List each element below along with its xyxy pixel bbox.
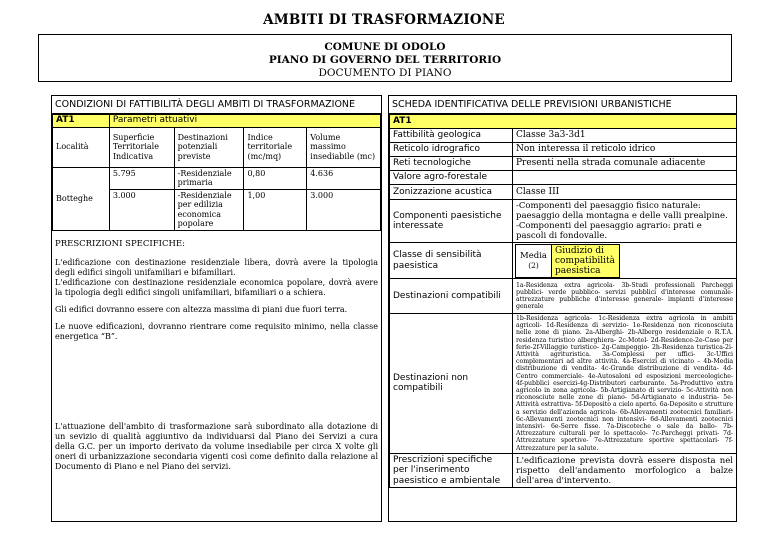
compatibili-value: 1a-Residenza extra agricola- 3b-Studi professionali Parcheggi pubblici- verde pubblico- servizi pubblici d'interesse comunale- attrezzature pubbliche d'interesse generale- impianti d'interesse generale <box>513 279 737 314</box>
page-title: AMBITI DI TRASFORMAZIONE <box>263 12 505 28</box>
parameters-label: Parametri attuativi <box>109 115 380 128</box>
row2-destinazione: -Residenziale per edilizia economica popolare <box>174 189 244 230</box>
urban-plan-panel <box>388 95 737 522</box>
sensibilita-giudizio: Giudizio di compatibilità paesistica <box>552 244 620 277</box>
componenti-value: -Componenti del paesaggio fisico naturale: paesaggio della montagna e delle valli prealpine. -Componenti del paesaggio agrario: prati e pascoli di fondovalle. <box>513 200 737 243</box>
schedule-code: AT1 <box>390 115 737 129</box>
feasibility-panel-title: CONDIZIONI DI FATTIBILITÀ DEGLI AMBITI DI TRASFORMAZIONE <box>52 96 381 114</box>
row1-volume: 4.636 <box>307 167 381 189</box>
prescription-5: L'attuazione dell'ambito di trasformazione sarà subordinato alla dotazione di un sevizio di qualità aggiuntivo da individuarsi dal Piano dei Servizi a cura della G.C. per un importo derivato da volume insediabile per circa X volte gli oneri di urbanizzazione secondaria vigenti così come definito dalla relazione al Documento di Piano e nel Piano dei servizi. <box>55 421 378 471</box>
area-code: AT1 <box>53 115 110 128</box>
non-compatibili-value: 1b-Residenza agricola- 1c-Residenza extra agricola in ambiti agricoli- 1d-Residenza di servizio- 1e-Residenza non riconosciuta nelle zone di piano. 2a-Alberghi- 2b-Albergo residenziale o R.T.A. residenza turistico alberghiera- 2c-Motel- 2d-Residence-2e-Case per ferie-2f-Villaggio turistico- 2g-Campeggio- 2h-Residenza turistica-2i-Attività agrituristica. 3a-Complessi per uffici- 3c-Uffici complementari ad altre attività. 4a-Esercizi di vicinato – 4b-Media distribuzione di vendita- 4c-Grande distribuzione di vendita- 4d-Centro commerciale- 4e-Autosaloni ed esposizioni merceologiche- 4f-pubblici esercizi-4g-Distributori carburante. 5a-Produttivo extra agricolo in zona agricola- 5b-Artigianato di servizio- 5c-Attività non riconosciute nelle zone di piano- 5d-Artigianato e industria- 5e-Attività estrattiva- 5f-Deposito a cielo aperto. 6a-Deposito e strutture a servizio dell'azienda agricola- 6b-Allevamenti zootecnici familiari- 6c-Allevamenti zootecnici non intensivi- 6d-Allevamenti zootecnici intensivi- 6e-Serre fisse. 7a-Discoteche o sale da ballo- 7b-Attrezzature culturali per lo spettacolo- 7c-Parcheggi privati- 7d-Attrezzature sportive- 7e-Attrezzature sportive spettacolari- 7f-Attrezzature per la salute. <box>513 314 737 454</box>
prescription-3: Gli edifici dovranno essere con altezza massima di piani due fuori terra. <box>55 304 348 314</box>
reti-value: Presenti nella strada comunale adiacente <box>513 157 737 171</box>
col-volume: Volume massimo insediabile (mc) <box>307 127 381 167</box>
row1-superficie: 5.795 <box>109 167 174 189</box>
prescription-2: L'edificazione con destinazione residenziale economica popolare, dovrà avere la tipologia degli edifici singoli unifamiliari, bifamiliari o a schiera. <box>55 277 378 297</box>
fattibilita-label: Fattibilità geologica <box>390 129 513 143</box>
col-localita: Località <box>53 127 110 167</box>
row2-superficie: 3.000 <box>109 189 174 230</box>
parameters-table <box>52 114 381 231</box>
sensibilita-media-num: (2) <box>528 260 539 270</box>
feasibility-panel <box>51 95 382 522</box>
schedule-table <box>389 114 737 488</box>
prescription-1: L'edificazione con destinazione residenziale libera, dovrà avere la tipologia degli edifici singoli unifamiliari e bifamiliari. <box>55 257 378 277</box>
prescrizioni-label: Prescrizioni specifiche per l'inserimento paesistico e ambientale <box>390 453 513 488</box>
sensibilita-cell <box>513 243 737 279</box>
valore-label: Valore agro-forestale <box>390 171 513 185</box>
fattibilita-value: Classe 3a3-3d1 <box>513 129 737 143</box>
document-header <box>38 34 732 82</box>
header-documento: DOCUMENTO DI PIANO <box>318 67 452 79</box>
specific-prescriptions <box>52 239 381 472</box>
header-piano: PIANO DI GOVERNO DEL TERRITORIO <box>268 54 502 66</box>
componenti-label: Componenti paesistiche interessate <box>390 200 513 243</box>
prescription-4: Le nuove edificazioni, dovranno rientrare come requisito minimo, nella classe energetica “B”. <box>55 321 378 341</box>
col-destinazioni: Destinazioni potenziali previste <box>174 127 244 167</box>
col-superficie: Superficie Territoriale Indicativa <box>109 127 174 167</box>
row1-indice: 0,80 <box>244 167 307 189</box>
header-comune: COMUNE DI ODOLO <box>324 41 446 53</box>
sensibilita-label: Classe di sensibilità paesistica <box>390 243 513 279</box>
reti-label: Reti tecnologiche <box>390 157 513 171</box>
col-indice: Indice territoriale (mc/mq) <box>244 127 307 167</box>
row2-indice: 1,00 <box>244 189 307 230</box>
non-compatibili-label: Destinazioni non compatibili <box>390 314 513 454</box>
zonizzazione-value: Classe III <box>513 185 737 200</box>
reticolo-value: Non interessa il reticolo idrico <box>513 143 737 157</box>
sensibilita-grid <box>515 244 620 278</box>
zonizzazione-label: Zonizzazione acustica <box>390 185 513 200</box>
prescrizioni-value: L'edificazione prevista dovrà essere disposta nel rispetto dell'andamento morfologico a balze dell'area d'intervento. <box>513 453 737 488</box>
compatibili-label: Destinazioni compatibili <box>390 279 513 314</box>
prescriptions-title: PRESCRIZIONI SPECIFICHE: <box>55 238 185 249</box>
sensibilita-media <box>516 244 552 277</box>
row1-destinazione: -Residenziale primaria <box>174 167 244 189</box>
sensibilita-media-label: Media <box>520 250 547 261</box>
locality-value: Botteghe <box>53 167 110 230</box>
valore-value <box>513 171 737 185</box>
reticolo-label: Reticolo idrografico <box>390 143 513 157</box>
row2-volume: 3.000 <box>307 189 381 230</box>
urban-plan-panel-title: SCHEDA IDENTIFICATIVA DELLE PREVISIONI URBANISTICHE <box>389 96 736 114</box>
